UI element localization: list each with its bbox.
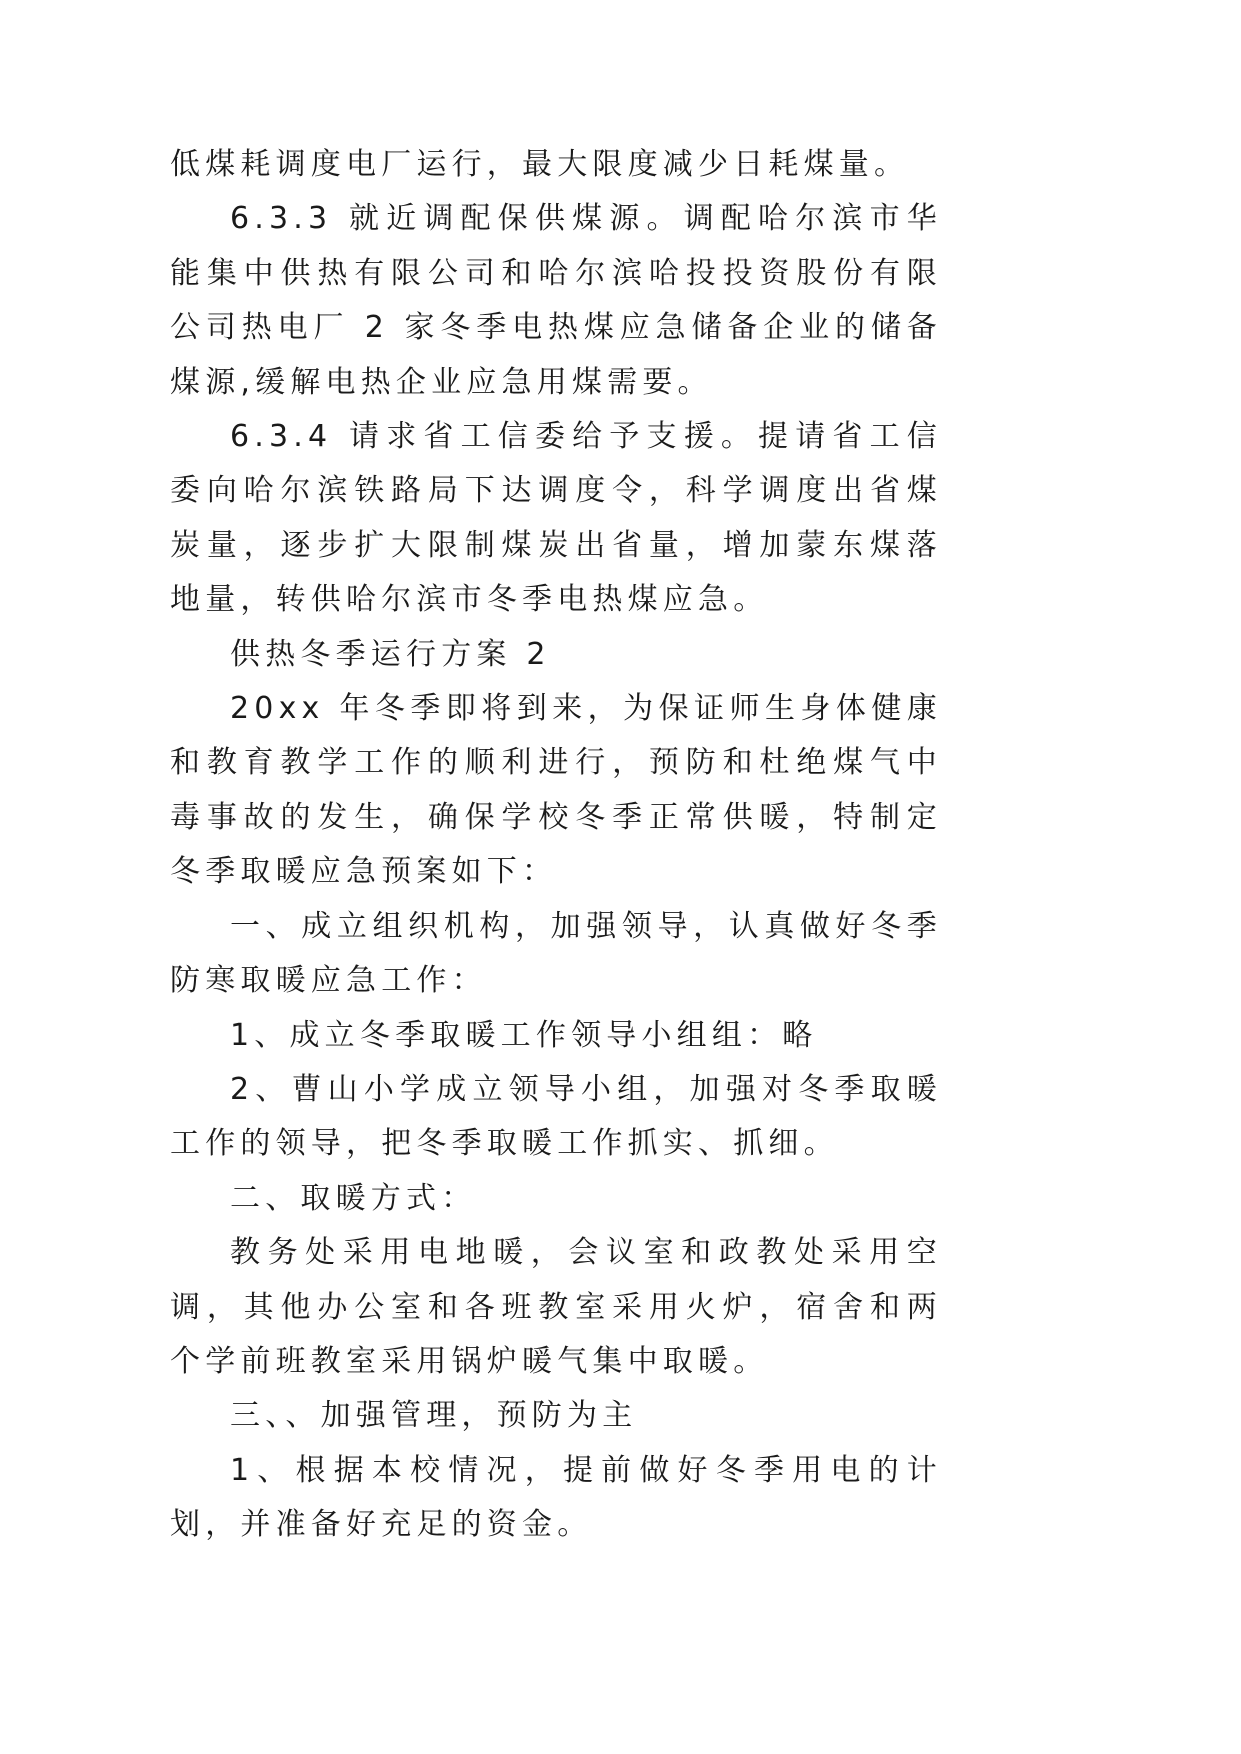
- heading-section-3: 三、、加强管理，预防为主: [230, 1398, 638, 1434]
- list-item: 1、根据本校情况，提前做好冬季用电的计划，并准备好充足的资金。: [170, 1452, 942, 1543]
- list-item: 1、成立冬季取暖工作领导小组组：略: [230, 1017, 818, 1053]
- paragraph-6-3-4: 6.3.4 请求省工信委给予支援。提请省工信委向哈尔滨铁路局下达调度令，科学调度出省煤炭量，逐步扩大限制煤炭出省量，增加蒙东煤落地量，转供哈尔滨市冬季电热煤应急。: [170, 419, 942, 618]
- heading-section-1: 一、成立组织机构，加强领导，认真做好冬季防寒取暖应急工作：: [170, 908, 942, 999]
- paragraph-heating-methods: 教务处采用电地暖，会议室和政教处采用空调，其他办公室和各班教室采用火炉，宿舍和两个学前班教室采用锅炉暖气集中取暖。: [170, 1235, 942, 1379]
- paragraph-6-3-3: 6.3.3 就近调配保供煤源。调配哈尔滨市华能集中供热有限公司和哈尔滨哈投投资股份有限公司热电厂 2 家冬季电热煤应急储备企业的储备煤源,缓解电热企业应急用煤需要。: [170, 201, 942, 400]
- document-body: [170, 138, 942, 1553]
- paragraph-intro: 20xx 年冬季即将到来，为保证师生身体健康和教育教学工作的顺利进行，预防和杜绝煤气中毒事故的发生，确保学校冬季正常供暖，特制定冬季取暖应急预案如下：: [170, 691, 942, 890]
- list-item: 2、曹山小学成立领导小组，加强对冬季取暖工作的领导，把冬季取暖工作抓实、抓细。: [170, 1071, 942, 1162]
- section-title: 供热冬季运行方案 2: [230, 636, 551, 672]
- paragraph-continuation: 低煤耗调度电厂运行，最大限度减少日耗煤量。: [170, 147, 910, 182]
- heading-section-2: 二、取暖方式：: [230, 1180, 477, 1216]
